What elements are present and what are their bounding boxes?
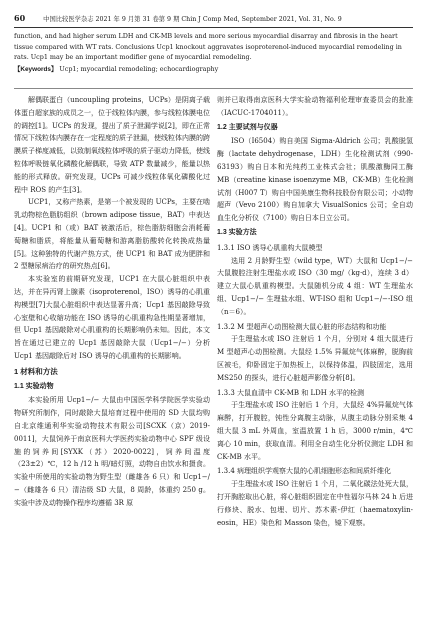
abstract-line-1: function, and had higher serum LDH and CK-MB levels and more serious myocardial disarray and fibrosis in the heart <box>14 32 398 40</box>
intro-paragraph-2: UCP1，又称产热素，是第一个被发现的 UCPs，主要在啮乳动物棕色脂肪组织（brown adipose tissue，BAT）中表达[4]。UCP1 和（或）BAT 被激活后，棕色脂肪细胞会消耗葡萄糖和脂质，将能量从葡萄糖和游离脂肪酸转化转换成热量[5]。这种独特的代谢产热方式，使 UCP1 和 BAT 成为肥胖和 2 型糖尿病治疗的研究热点[6]。 <box>14 198 211 271</box>
abstract-rule <box>14 88 413 89</box>
abstract-line-2: tissue compared with WT rats. Conclusions Ucp1 knockout aggravates isoproterenol-induced myocardial remodeling in <box>14 42 402 51</box>
running-header <box>14 10 413 26</box>
subsection-heading-animals: 1.1 实验动物 <box>14 382 54 390</box>
serum-paragraph: 于生理盐水或 ISO 注射后 1 个月，大鼠经 4%异氟烷气体麻醉，打开腹腔，钝性分离腹主动脉，从腹主动脉分别采集 4 组大鼠 3 mL 外周血，室温放置 1 h 后，3000 r/min，4℃ 离心 10 min，获取血清。利用全自动生化分析仪测定 LDH 和 CK-MB 水平。 <box>217 401 413 461</box>
right-column <box>217 94 413 619</box>
reagents-paragraph: ISO（I6504）购自美国 Sigma-Aldrich 公司；乳酸脱氢酶（lactate dehydrogenase，LDH）生化检测试剂（990-63193）购自日本和光纯药工业株式会社；肌酸激酶同工酶 MB（creatine kinase isoenzyme MB，CK-MB）生化检测试剂（H007 T）购自中国美康生物科技股份有限公司；小动物超声（Vevo 2100）购自加拿大 VisualSonics 公司；全自动血生化分析仪（7100）购自日本日立公司。 <box>217 137 413 223</box>
keywords-label: 【Keywords】 <box>14 65 58 73</box>
subsubsection-heading-model: 1.3.1 ISO 诱导心肌重构大鼠模型 <box>217 243 323 252</box>
subsubsection-heading-pathology: 1.3.4 病理组织学观察大鼠的心肌细胞形态和间质纤维化 <box>217 467 392 476</box>
left-column <box>14 94 210 619</box>
subsubsection-heading-serum: 1.3.3 大鼠血清中 CK-MB 和 LDH 水平的检测 <box>217 388 365 397</box>
journal-citation: 中国比较医学杂志 2021 年 9 月第 31 卷第 9 期 Chin J Comp Med, September 2021, Vol. 31, No. 9 <box>43 15 342 23</box>
keywords-text: Ucp1; myocardial remodeling; echocardiography <box>59 64 219 73</box>
intro-paragraph-3: 本实验室的前期研究发现，UCP1 在大鼠心脏组织中表达，并在异丙肾上腺素（isoproterenol，ISO）诱导的心肌重构模型[7]大鼠心脏组织中表达显著升高；Ucp1 基因敲除导致心室壁和心收缩功能在 ISO 诱导的心肌重构急性期显著增加，但 Ucp1 基因敲除对心肌重构的长期影响仍未知。因此，本文旨在通过已建立的 Ucp1 基因敲除大鼠（Ucp1−/−）分析 Ucp1 基因敲除后对 ISO 诱导的心肌重构的长期影响。 <box>14 275 210 360</box>
abstract-line-3: rats. Ucp1 may be an important modifier gene of myocardial remodeling. <box>14 53 252 61</box>
abstract-tail <box>14 31 413 75</box>
animals-paragraph: 本实验所用 Ucp1−/− 大鼠由中国医学科学院医学实验动物研究所制作，同时敲除大鼠培育过程中使用的 SD 大鼠均购自北京维通利华实验动物技术有限公司[SCXK（京）2019-0011]，大鼠饲养于南京医科大学医药实验动物中心 SPF 级设施的饲养间[SYXK（苏）2020-0022]，饲养间温度（23±2）℃，12 h /12 h 明/暗灯照，动物自由饮水和摄食。实验中所使用的实验动物为野生型（雌雄各 6 只）和 Ucp1−/−（雌雄各 6 只）清洁级 SD 大鼠，8 周龄，体重约 250 g。实验中涉及动物操作程序均遵循 3R 原 <box>14 396 210 507</box>
page-number: 60 <box>14 13 26 23</box>
subsection-heading-reagents: 1.2 主要试剂与仪器 <box>217 123 278 131</box>
ethics-paragraph: 则并已取得南京医科大学实验动物福利伦理审查委员会的批准（IACUC-1704011）。 <box>217 96 413 117</box>
subsection-heading-methods: 1.3 实验方法 <box>217 228 257 236</box>
keywords-row <box>14 64 413 76</box>
model-paragraph: 选用 2 月龄野生型（wild type，WT）大鼠和 Ucp1−/− 大鼠腹腔注射生理盐水或 ISO（30 mg/（kg·d），连续 3 d）建立大鼠心肌重构模型。大鼠随机分成 4 组：WT 生理盐水组、Ucp1−/− 生理盐水组、WT-ISO 组和 Ucp1−/−-ISO 组（n＝6）。 <box>217 256 413 316</box>
intro-paragraph-1: 解偶联蛋白（uncoupling proteins，UCPs）是阴离子载体蛋白超家族的成员之一，位于线粒体内膜，参与线粒体膜电位的调控[1]。UCPs 的发现，提出了质子泄漏学说[2]，即在正常情况下线粒体内膜存在一定程度的质子泄漏，使线粒体内膜的跨膜质子梯度减低，以致制氧线粒体呼吸的质子驱动力降低，使线粒体呼吸链氧化磷酸化解偶联，导致 ATP 数量减少，能量以热能的形式释放。研究发现，UCPs 可减少线粒体氧化磷酸化过程中 ROS 的产生[3]。 <box>14 96 210 194</box>
echo-paragraph: 于生理盐水或 ISO 注射后 1 个月，分别对 4 组大鼠进行 M 型超声心动图检测。大鼠经 1.5% 异氟烷气体麻醉，脱胸前区被毛，仰卧固定于加热板上，以保持体温，四肢固定，选用 MS250 的探头，进行心脏超声影像分析[8]。 <box>217 335 413 382</box>
section-heading-methods: 1 材料和方法 <box>14 366 58 376</box>
pathology-paragraph: 于生理盐水或 ISO 注射后 1 个月，二氧化碳法处死大鼠，打开胸腔取出心脏，将心脏组织固定在中性福尔马林 24 h 后进行修块、脱水、包埋、切片、苏木素-伊红（haematoxylin-eosin，HE）染色和 Masson 染色，镜下观察。 <box>217 480 413 527</box>
header-rule <box>14 27 413 28</box>
subsubsection-heading-echo: 1.3.2 M 型超声心动图检测大鼠心脏的形态结构和功能 <box>217 322 387 331</box>
